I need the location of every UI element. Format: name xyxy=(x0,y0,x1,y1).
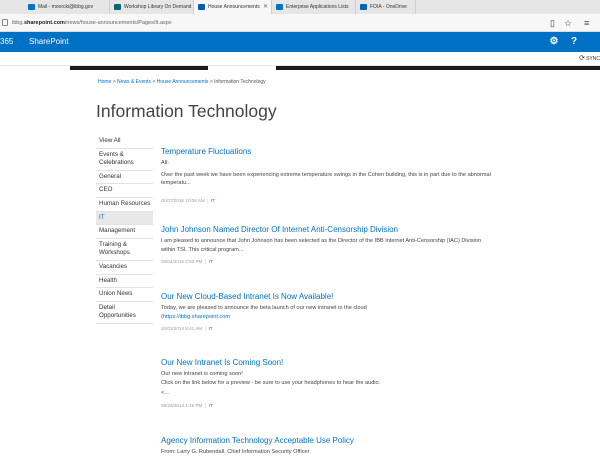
article-date: 09/26/2014 1:16 PM xyxy=(161,402,203,408)
nav-item-vacancies[interactable]: Vacancies xyxy=(96,261,153,275)
tab-label: FOIA - OneDrive xyxy=(370,4,407,10)
article-date: 01/07/2016 10:06 AM xyxy=(161,197,205,203)
breadcrumb-separator: > xyxy=(150,79,157,85)
nav-item-ceo[interactable]: CEO xyxy=(96,184,153,198)
sharepoint-icon xyxy=(114,4,121,10)
browser-tab-house-announcements[interactable] xyxy=(194,0,272,14)
nav-item-union-news[interactable]: Union News xyxy=(96,288,153,302)
browser-tab-foia[interactable] xyxy=(356,0,416,14)
article-meta xyxy=(161,198,491,203)
article-meta xyxy=(161,403,491,408)
breadcrumb-separator: > xyxy=(208,79,215,85)
tab-label: Enterprise Applications Lists xyxy=(286,4,349,10)
help-icon[interactable]: ? xyxy=(570,36,578,47)
sync-icon: ⟳ xyxy=(579,55,585,62)
article-category[interactable]: IT xyxy=(208,259,213,265)
intranet-link[interactable]: (https://ibbg.sharepoint.com xyxy=(161,313,231,320)
nav-item-human-resources[interactable]: Human Resources xyxy=(96,198,153,212)
nav-item-training-workshops[interactable]: Training & Workshops xyxy=(96,239,153,261)
breadcrumb xyxy=(98,79,266,85)
browser-tab-enterprise[interactable] xyxy=(272,0,356,14)
meta-separator: | xyxy=(203,259,208,265)
page-title: Information Technology xyxy=(96,101,277,121)
article-greeting: All: xyxy=(161,160,169,166)
article-title[interactable]: Agency Information Technology Acceptable Use Policy xyxy=(161,436,354,445)
outlook-icon xyxy=(276,4,283,10)
article-category[interactable]: IT xyxy=(211,197,216,203)
outlook-icon xyxy=(28,4,35,10)
article-meta xyxy=(161,326,491,331)
browser-tab-workshop[interactable] xyxy=(110,0,194,14)
article-summary xyxy=(161,304,491,321)
article-temperature-fluctuations xyxy=(161,146,491,203)
url-domain: sharepoint.com xyxy=(23,20,65,26)
article-title[interactable]: Temperature Fluctuations xyxy=(161,147,252,156)
url-field[interactable] xyxy=(12,14,172,32)
nav-item-view-all[interactable]: View All xyxy=(96,135,153,149)
onedrive-icon xyxy=(360,4,367,10)
sync-label: SYNC xyxy=(586,56,600,62)
article-date: 10/01/2014 8:41 AM xyxy=(161,326,203,332)
meta-separator: | xyxy=(203,326,208,332)
gear-icon[interactable]: ⚙ xyxy=(549,36,559,47)
nav-item-health[interactable]: Health xyxy=(96,275,153,289)
site-header-gap xyxy=(208,66,276,70)
article-line: Click on the link below for a preview - be sure to use your headphones to hear the audio. xyxy=(161,379,381,386)
breadcrumb-house-announcements[interactable]: House Announcements xyxy=(156,79,209,85)
url-prefix: ibbg. xyxy=(12,20,24,26)
article-line: <... xyxy=(161,390,169,397)
article-line: From: Larry G. Rubendall, Chief Information Security Officer xyxy=(161,449,310,455)
nav-item-management[interactable]: Management xyxy=(96,225,153,239)
nav-item-detail-opportunities[interactable]: Detail Opportunities xyxy=(96,302,153,324)
article-title[interactable]: Our New Cloud-Based Intranet Is Now Available! xyxy=(161,292,334,301)
article-meta xyxy=(161,259,491,264)
app-name[interactable]: SharePoint xyxy=(29,37,69,46)
article-title[interactable]: Our New Intranet Is Coming Soon! xyxy=(161,358,284,367)
browser-tab-mail[interactable] xyxy=(24,0,110,14)
article-intranet-coming-soon xyxy=(161,357,491,408)
article-date: 03/04/2015 2:53 PM xyxy=(161,259,203,265)
ribbon-bar xyxy=(0,52,600,66)
url-path: /news/house-announcements/Pages/It.aspx xyxy=(64,20,172,26)
breadcrumb-home[interactable]: Home xyxy=(98,79,112,85)
meta-separator: | xyxy=(203,402,208,408)
browser-address-bar xyxy=(0,14,600,32)
article-acceptable-use-policy xyxy=(161,435,491,457)
browser-tab-bar xyxy=(0,0,600,14)
reading-view-icon[interactable]: ▯ xyxy=(550,18,555,28)
article-summary: Over the past week we have been experiencing extreme temperature swings in the Cohen building, this is in part due to the abnormal temperatu... xyxy=(161,171,491,187)
suite-bar xyxy=(0,32,600,52)
article-category[interactable]: IT xyxy=(208,402,213,408)
site-header-band xyxy=(70,66,600,70)
tab-label: House Announcements xyxy=(208,4,260,10)
nav-item-it[interactable]: IT xyxy=(96,212,153,226)
close-tab-icon[interactable]: ✕ xyxy=(262,4,268,10)
office365-label[interactable]: 365 xyxy=(0,37,14,46)
meta-separator: | xyxy=(205,197,210,203)
breadcrumb-current: Information Technology xyxy=(214,79,266,85)
article-category[interactable]: IT xyxy=(208,326,213,332)
article-summary: I am pleased to announce that John Johnson has been selected as the Director of the IBB Internet Anti-Censorship (IAC) Division within TSI. This critical program... xyxy=(161,238,481,253)
article-line: Our new intranet is coming soon! xyxy=(161,371,243,377)
tab-label: Mail - moorcki@ibbg.gov xyxy=(38,4,94,10)
left-nav xyxy=(96,135,153,324)
lock-icon xyxy=(2,19,8,26)
sharepoint-icon xyxy=(198,4,205,10)
tab-label: Workshop Library On Demand xyxy=(124,4,192,10)
article-cloud-intranet xyxy=(161,291,491,331)
breadcrumb-news-events[interactable]: News & Events xyxy=(117,79,151,85)
nav-item-general[interactable]: General xyxy=(96,171,153,185)
hub-menu-icon[interactable]: ≡ xyxy=(584,18,590,28)
sync-button[interactable] xyxy=(579,52,600,66)
breadcrumb-separator: > xyxy=(111,79,118,85)
article-title[interactable]: John Johnson Named Director Of Internet Anti-Censorship Division xyxy=(161,225,398,234)
article-john-johnson xyxy=(161,224,491,264)
article-summary-text: Today, we are pleased to announce the beta launch of our new intranet in the cloud xyxy=(161,305,367,311)
nav-item-events-celebrations[interactable]: Events & Celebrations xyxy=(96,149,153,171)
favorite-star-icon[interactable]: ☆ xyxy=(564,18,573,28)
